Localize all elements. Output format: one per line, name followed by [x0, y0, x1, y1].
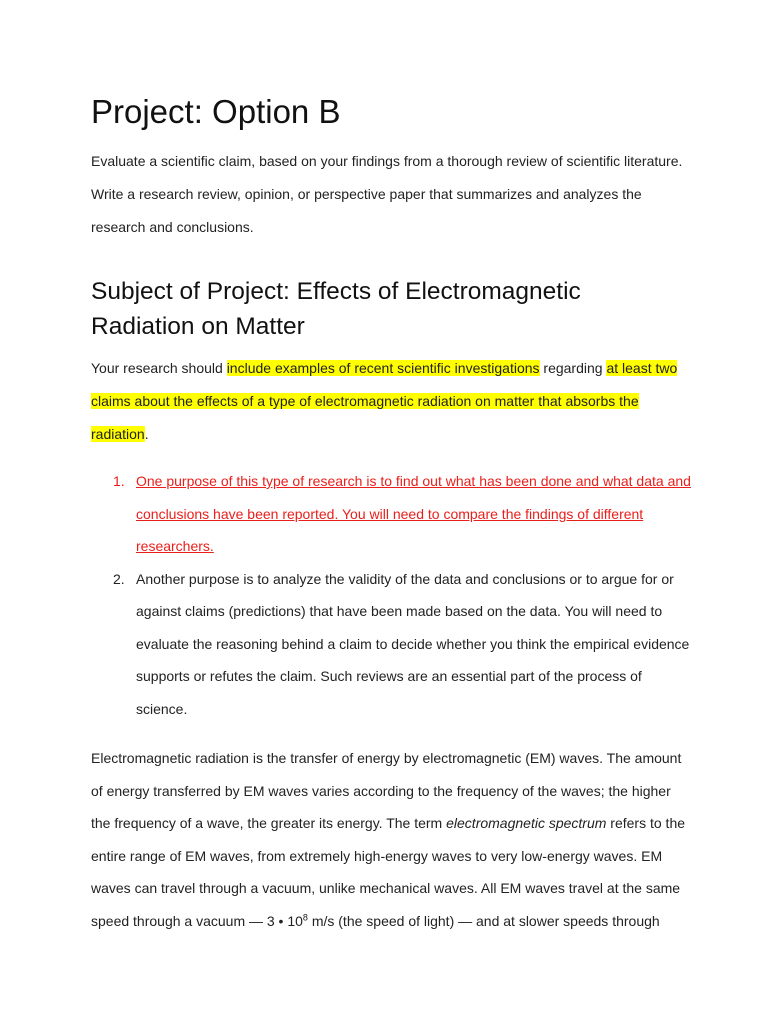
- highlight-claims: at least two claims about the effects of a type of electromagnetic radiation on matter that absorbs the radiation: [91, 360, 678, 442]
- page-title: Project: Option B: [91, 93, 341, 130]
- em-text-2: refers to the entire range of EM waves, from extremely high-energy waves to very low-energy waves. EM waves can travel through a vacuum, unlike mechanical waves. All EM waves travel at the same speed through a vacuum — 3 • 10: [91, 815, 686, 929]
- em-text-1: Electromagnetic radiation is the transfer of energy by electromagnetic (EM) waves. The amount of energy transferred by EM waves varies according to the frequency of the waves; the higher the frequency of a wave, the greater its energy. The term: [91, 750, 682, 831]
- purpose-item-1: [91, 465, 691, 563]
- exponent: 8: [302, 911, 308, 922]
- purpose-text: Another purpose is to analyze the validity of the data and conclusions or to argue for or against claims (predictions) that have been made based on the data. You will need to evaluate the reasoning behind a claim to decide whether you think the empirical evidence supports or refutes the claim. Such reviews are an essential part of the process of science.: [136, 570, 690, 717]
- purpose-number: 2.: [113, 570, 125, 587]
- highlight-investigations: include examples of recent scientific investigations: [226, 360, 540, 376]
- purpose-text: One purpose of this type of research is to find out what has been done and what data and conclusions have been reported. You will need to compare the findings of different researchers.: [136, 473, 691, 554]
- research-text-1: Your research should: [91, 360, 227, 376]
- research-paragraph: [91, 352, 691, 451]
- purpose-item-2: [91, 563, 691, 726]
- purpose-number: 1.: [113, 473, 125, 489]
- em-text-3: m/s (the speed of light) — and at slower speeds through: [307, 912, 660, 929]
- em-spectrum-term: electromagnetic spectrum: [446, 815, 607, 831]
- purposes-list: [91, 465, 691, 725]
- intro-paragraph: Evaluate a scientific claim, based on your findings from a thorough review of scientific literature. Write a research review, opinion, or perspective paper that summarizes and analyzes the research and conclusions.: [91, 153, 683, 235]
- subject-heading: Subject of Project: Effects of Electromagnetic Radiation on Matter: [91, 278, 581, 340]
- research-text-3: .: [144, 426, 149, 442]
- research-text-2: regarding: [539, 360, 607, 376]
- em-radiation-paragraph: [91, 742, 691, 937]
